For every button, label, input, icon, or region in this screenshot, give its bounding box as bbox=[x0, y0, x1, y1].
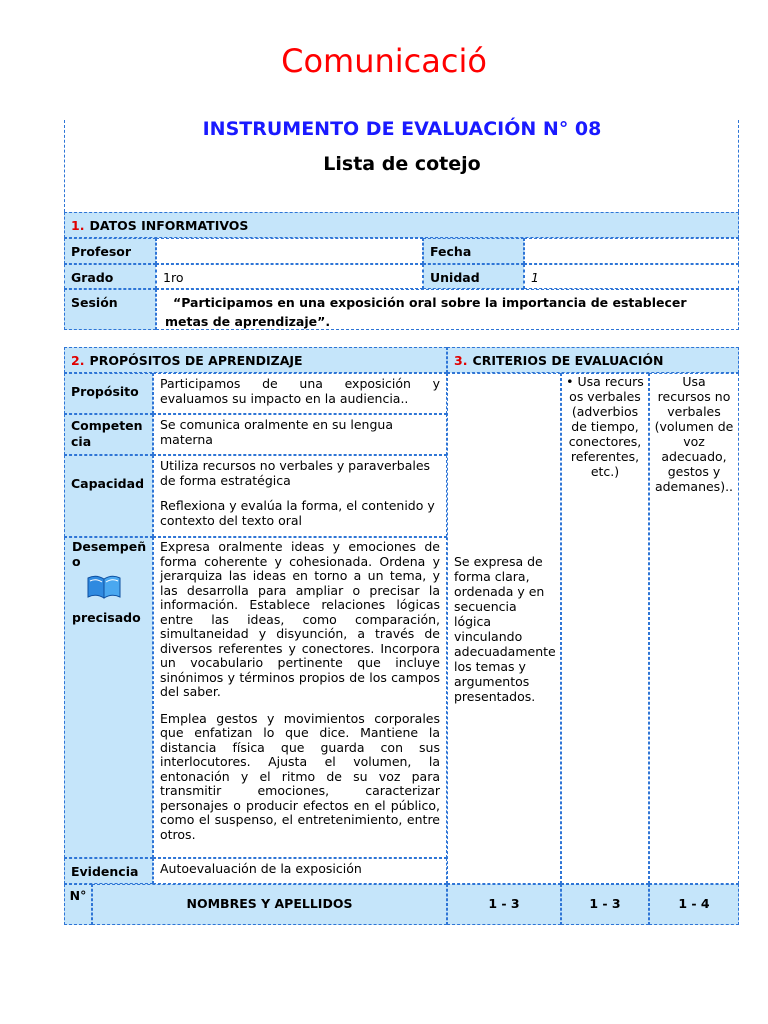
score-header-2-cell bbox=[561, 884, 649, 925]
section3-heading: CRITERIOS DE EVALUACIÓN bbox=[472, 353, 664, 368]
desempeno-label-cell bbox=[64, 537, 153, 858]
grado-value-cell bbox=[156, 264, 423, 289]
sesion-value: “Participamos en una exposición oral sobre la importancia de establecer metas de aprendizaje”. bbox=[165, 295, 687, 329]
capacidad-value-cell bbox=[153, 455, 447, 537]
competencia-label: Competencia bbox=[71, 418, 143, 449]
section2-header bbox=[64, 347, 447, 373]
capacidad-value-1: Utiliza recursos no verbales y paraverbales de forma estratégica bbox=[160, 458, 431, 488]
sesion-label: Sesión bbox=[71, 295, 118, 310]
capacidad-value-2: Reflexiona y evalúa la forma, el contenido y contexto del texto oral bbox=[160, 498, 435, 528]
score-header-3: 1 - 4 bbox=[678, 896, 710, 911]
desempeno-value-2: Emplea gestos y movimientos corporales que enfatizan lo que dice. Mantiene la distancia física que guarda con sus interlocutores. Ajusta el volumen, la entonación y el ritmo de su voz para transmitir emociones, caracterizar personajes o producir efectos en el público, como el suspenso, el entretenimiento, entre otros. bbox=[160, 710, 440, 842]
desempeno-label-2: precisado bbox=[72, 610, 141, 625]
evidencia-value: Autoevaluación de la exposición bbox=[153, 858, 447, 884]
unidad-label: Unidad bbox=[430, 270, 480, 285]
unidad-value: 1 bbox=[531, 270, 539, 285]
criterio-3-cell bbox=[649, 373, 739, 884]
section3-number: 3. bbox=[454, 353, 468, 368]
instrument-subtitle: Lista de cotejo bbox=[323, 153, 481, 175]
capacidad-label-cell bbox=[64, 455, 153, 537]
desempeno-label: Desempeño bbox=[72, 539, 147, 569]
section1-header bbox=[64, 212, 739, 238]
fecha-label-cell bbox=[423, 238, 524, 264]
unidad-value-cell bbox=[524, 264, 739, 289]
section1-heading: DATOS INFORMATIVOS bbox=[89, 218, 249, 233]
proposito-label-cell bbox=[64, 373, 153, 414]
score-header-1-cell bbox=[447, 884, 561, 925]
evidencia-label-cell bbox=[64, 858, 153, 884]
criterio-3: Usa recursos no verbales (volumen de voz adecuado, gestos y ademanes).. bbox=[654, 374, 734, 494]
capacidad-label: Capacidad bbox=[71, 476, 145, 491]
criterio-2-cell bbox=[561, 373, 649, 884]
profesor-label-cell bbox=[64, 238, 156, 264]
proposito-label: Propósito bbox=[71, 384, 139, 399]
evidencia-label: Evidencia bbox=[71, 864, 139, 879]
score-header-2: 1 - 3 bbox=[589, 896, 621, 911]
page-title: Comunicació bbox=[281, 42, 487, 80]
profesor-label: Profesor bbox=[71, 244, 132, 259]
desempeno-value-1: Expresa oralmente ideas y emociones de forma coherente y cohesionada. Ordena y jerarquiza las ideas en torno a un tema, y las desarrolla para ampliar o precisar la información. Establece relaciones lógicas entre las ideas, como comparación, simultaneidad y disyunción, a través de diversos referentes y conectores. Incorpora un vocabulario pertinente que incluye sinónimos y términos propios de los campos del saber. bbox=[160, 539, 440, 699]
instrument-title: INSTRUMENTO DE EVALUACIÓN N° 08 bbox=[202, 118, 602, 140]
grado-value: 1ro bbox=[163, 270, 184, 285]
fecha-label: Fecha bbox=[430, 244, 472, 259]
nombres-header-cell bbox=[92, 884, 447, 925]
sesion-label-cell bbox=[64, 289, 156, 330]
competencia-label-cell bbox=[64, 414, 153, 455]
profesor-value-cell bbox=[156, 238, 423, 264]
competencia-value: Se comunica oralmente en su lengua materna bbox=[153, 414, 447, 455]
book-icon bbox=[86, 572, 122, 600]
proposito-value: Participamos de una exposición y evaluamos su impacto en la audiencia.. bbox=[153, 373, 447, 414]
section2-number: 2. bbox=[71, 353, 85, 368]
criterio-1-cell bbox=[447, 373, 561, 884]
criterio-1: Se expresa de forma clara, ordenada y en secuencia lógica vinculando adecuadamente los temas y argumentos presentados. bbox=[454, 553, 556, 704]
numero-header-cell bbox=[64, 884, 92, 925]
fecha-value-cell bbox=[524, 238, 739, 264]
grado-label: Grado bbox=[71, 270, 114, 285]
grado-label-cell bbox=[64, 264, 156, 289]
section2-heading: PROPÓSITOS DE APRENDIZAJE bbox=[89, 353, 303, 368]
unidad-label-cell bbox=[423, 264, 524, 289]
section3-header bbox=[447, 347, 739, 373]
sesion-value-cell bbox=[156, 289, 739, 330]
desempeno-value-cell bbox=[153, 537, 447, 858]
nombres-header: NOMBRES Y APELLIDOS bbox=[186, 896, 353, 911]
numero-header: N° bbox=[69, 888, 87, 903]
criterio-2: • Usa recursos verbales (adverbios de tiempo, conectores, referentes, etc.) bbox=[566, 374, 644, 479]
score-header-3-cell bbox=[649, 884, 739, 925]
section1-number: 1. bbox=[71, 218, 85, 233]
score-header-1: 1 - 3 bbox=[488, 896, 520, 911]
